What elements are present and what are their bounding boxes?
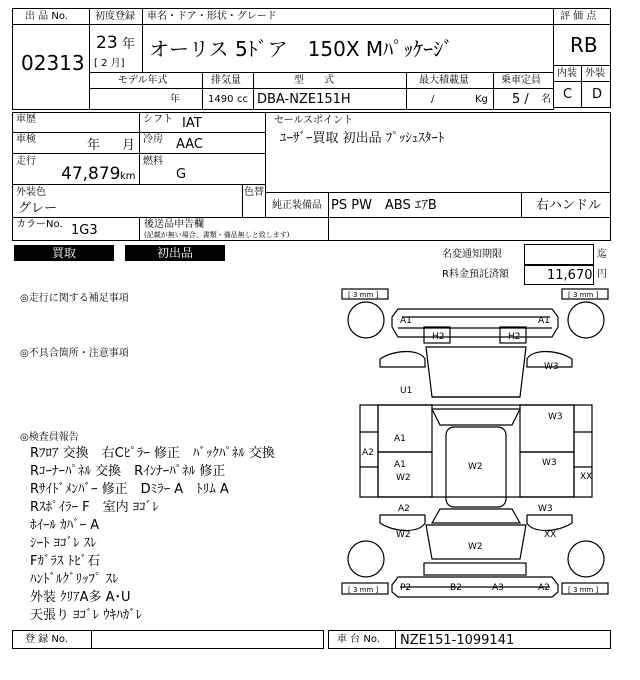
type-label: 型 式: [294, 75, 334, 86]
color-no-cell: [12, 217, 140, 241]
mileage-label: 走行: [16, 156, 36, 167]
inspector-line: Rｺｰﾅｰﾊﾟﾈﾙ 交換 Rｲﾝﾅｰﾊﾟﾈﾙ 修正: [30, 464, 226, 479]
damage-mark-b2: B2: [450, 583, 462, 593]
exterior-color-label: 外装色: [16, 187, 46, 198]
model-year-cell: [89, 88, 203, 110]
damage-mark-w2-l1: W2: [396, 473, 411, 483]
sales-point-label: セールスポイント: [274, 115, 354, 126]
model-year-label: モデル年式: [118, 75, 168, 86]
grade: RB: [570, 33, 598, 57]
ac: AAC: [176, 137, 203, 152]
mileage-unit: km: [120, 171, 136, 182]
tire-depth-tr: [ 3 mm ]: [568, 291, 599, 299]
capacity-label-cell: [493, 72, 554, 89]
lot-no-label-cell: [12, 8, 90, 25]
tire-depth-tl: [ 3 mm ]: [348, 291, 379, 299]
displacement-label-cell: [202, 72, 254, 89]
first-reg-month: [ 2 月]: [94, 58, 125, 69]
reg-no-cell: [91, 630, 324, 649]
color-no-label: カラーNo.: [16, 219, 63, 230]
deadline-unit: 迄: [597, 249, 607, 260]
lot-no-label: 出 品 No.: [25, 11, 68, 22]
history-cell: [12, 112, 140, 133]
interior-label: 内装: [557, 68, 577, 79]
exterior-cell: [581, 81, 611, 108]
inspector-label: ◎検査員報告: [20, 432, 79, 443]
deadline-label: 名変通知期限: [442, 249, 502, 260]
damage-mark-a1-hood: A1: [394, 434, 406, 444]
shift-cell: [139, 112, 266, 133]
max-load-label: 最大積載量: [419, 75, 469, 86]
damage-mark-a1-tr: A1: [538, 316, 550, 326]
damage-mark-a1-mid: A1: [394, 460, 406, 470]
damage-mark-a2-l: A2: [362, 448, 374, 458]
inspection-cell: [12, 132, 140, 154]
front-door-left: [378, 405, 432, 452]
inspector-line: Rｽﾎﾟｲﾗｰ F 室内 ﾖｺﾞﾚ: [30, 500, 159, 515]
damage-mark-h2-r: H2: [508, 332, 521, 342]
damage-mark-u1: U1: [400, 386, 413, 396]
shift: IAT: [182, 116, 202, 131]
max-load-value: /: [431, 94, 435, 105]
lot-no: 02313: [21, 51, 85, 75]
deadline-cell: [524, 244, 594, 265]
equipment-cell: [328, 192, 522, 218]
driving-notes-label: ◎走行に関する補足事項: [20, 293, 129, 304]
tire-br: [568, 541, 604, 577]
type-label-cell: [253, 72, 407, 89]
max-load-unit: Kg: [475, 94, 488, 105]
capacity-unit: 名: [541, 94, 551, 105]
damage-mark-xx-r1: XX: [580, 472, 593, 482]
inspector-line: ﾎｲｰﾙ ｶﾊﾞｰ A: [30, 518, 100, 533]
damage-mark-xx-r2: XX: [544, 530, 557, 540]
damage-diagram: [340, 287, 612, 602]
first-listing-badge: 初出品: [125, 245, 225, 261]
equipment-label-cell: [265, 192, 329, 218]
inspector-line: Fｶﾞﾗｽ ﾄﾋﾞ石: [30, 554, 101, 569]
post-doc-field: [328, 217, 611, 241]
model-title-label-cell: [142, 8, 554, 25]
damage-mark-h2-l: H2: [432, 332, 445, 342]
exterior-color: グレー: [18, 201, 58, 216]
buy-badge: 買取: [14, 245, 114, 261]
damage-mark-a3: A3: [492, 583, 504, 593]
first-reg-label: 初度登録: [95, 11, 135, 22]
capacity-cell: [493, 88, 554, 110]
color-change-cell: [242, 184, 266, 218]
rear-glass: [432, 509, 520, 523]
lot-no-cell: [12, 24, 90, 110]
color-no: 1G3: [71, 223, 98, 238]
capacity-label: 乗車定員: [501, 75, 541, 86]
recycle-label: R料金預託済額: [442, 269, 509, 280]
capacity: 5 /: [512, 92, 529, 107]
steering-cell: [521, 192, 611, 218]
damage-mark-w3-r3: W3: [538, 504, 553, 514]
interior-cell: [553, 81, 582, 108]
tire-bl: [348, 541, 384, 577]
exterior-grade: D: [592, 87, 603, 102]
chassis-cell: [395, 630, 611, 649]
max-load-cell: [406, 88, 494, 110]
ac-cell: [139, 132, 266, 154]
history-label: 車歴: [16, 114, 36, 125]
inspector-line: Rﾌﾛｱ 交換 右Cﾋﾟﾗｰ 修正 ﾊﾞｯｸﾊﾟﾈﾙ 交換: [30, 446, 276, 461]
steering: 右ハンドル: [536, 198, 602, 213]
inspector-line: ﾊﾝﾄﾞﾙｸﾞﾘｯﾌﾟ ｽﾚ: [30, 572, 119, 587]
mileage: 47,879: [61, 164, 121, 184]
displacement-label: 排気量: [211, 75, 241, 86]
inspector-line: 外装 ｸﾘｱA多 A･U: [30, 590, 131, 605]
interior-grade: C: [563, 87, 573, 102]
reg-no-label-cell: [12, 630, 92, 649]
tire-tr: [568, 302, 604, 338]
first-reg-year: 23: [96, 33, 118, 53]
grade-label: 評 価 点: [560, 11, 597, 22]
hood: [426, 347, 526, 397]
displacement-unit: cc: [237, 94, 248, 105]
ac-label: 冷房: [143, 134, 163, 145]
first-reg-year-unit: 年: [122, 37, 136, 52]
post-doc-note: (記載が無い場合、書類・備品無しと致します): [144, 231, 290, 239]
car-name-cell: [142, 24, 554, 73]
fuel: G: [176, 167, 187, 182]
exterior-label-cell: [581, 65, 611, 82]
grade-cell: [553, 24, 611, 66]
interior-label-cell: [553, 65, 582, 82]
tire-depth-bl: [ 3 mm ]: [348, 586, 379, 594]
damage-mark-p2: P2: [400, 583, 412, 593]
type-cell: [253, 88, 407, 110]
tire-tl: [348, 302, 384, 338]
inspector-line: 天張り ﾖｺﾞﾚ ｳｷﾊｶﾞﾚ: [30, 608, 143, 623]
inspector-line: Rｻｲﾄﾞﾒﾝﾊﾞｰ 修正 Dﾐﾗｰ A ﾄﾘﾑ A: [30, 482, 229, 497]
displacement: 1490: [208, 94, 234, 105]
max-load-label-cell: [406, 72, 494, 89]
chassis-label-cell: [328, 630, 396, 649]
damage-mark-w2-mid: W2: [468, 462, 483, 472]
rear-panel: [424, 563, 526, 575]
windshield: [432, 409, 520, 425]
shift-label: シフト: [143, 114, 173, 125]
equipment-label: 純正装備品: [272, 200, 322, 211]
defects-label: ◎不具合箇所・注意事項: [20, 348, 129, 359]
post-doc-label: 後送品申告欄: [144, 219, 204, 230]
front-door-right: [520, 405, 574, 452]
model-year-unit: 年: [170, 94, 180, 105]
chassis-no: NZE151-1099141: [400, 633, 515, 648]
inspection-month: 月: [122, 138, 136, 153]
damage-mark-w3-top: W3: [544, 362, 559, 372]
fuel-label: 燃料: [143, 156, 163, 167]
exterior-label: 外装: [585, 68, 605, 79]
damage-mark-a2-l2: A2: [398, 504, 410, 514]
first-reg-cell: [89, 24, 143, 73]
first-reg-label-cell: [89, 8, 143, 25]
car-name: オーリス 5ﾄﾞア 150X Mﾊﾟｯｹｰｼﾞ: [149, 37, 454, 61]
displacement-cell: [202, 88, 254, 110]
color-change-label: 色替: [244, 187, 264, 198]
model-title-label: 車名・ドア・形状・グレード: [147, 11, 277, 22]
fender-rear-right: [527, 515, 572, 531]
sales-point-cell: [265, 112, 611, 193]
damage-mark-a2-br: A2: [538, 583, 550, 593]
damage-mark-a1-tl: A1: [400, 316, 412, 326]
tire-depth-br: [ 3 mm ]: [568, 586, 599, 594]
post-doc-cell: [139, 217, 329, 241]
damage-mark-w3-r2: W3: [542, 458, 557, 468]
fender-rear-left: [380, 515, 425, 531]
reg-no-label: 登 録 No.: [25, 634, 68, 645]
inspector-line: ｼｰﾄ ﾖｺﾞﾚ ｽﾚ: [30, 536, 97, 551]
grade-label-cell: [553, 8, 611, 25]
chassis-label: 車 台 No.: [337, 634, 380, 645]
fuel-cell: [139, 153, 266, 185]
front-bumper: [392, 309, 558, 337]
recycle-cell: [524, 265, 594, 285]
mileage-cell: [12, 153, 140, 185]
recycle-unit: 円: [597, 269, 607, 280]
inspection-label: 車検: [16, 134, 36, 145]
model-year-label-cell: [89, 72, 203, 89]
damage-mark-w2-l2: W2: [396, 530, 411, 540]
model-type: DBA-NZE151H: [257, 92, 351, 107]
recycle-value: 11,670: [547, 268, 593, 283]
exterior-color-cell: [12, 184, 243, 218]
damage-mark-w2-roof: W2: [468, 542, 483, 552]
inspection-year: 年: [87, 138, 101, 153]
fender-front-left: [380, 352, 425, 368]
equipment: PS PW ABS ｴｱB: [331, 198, 437, 213]
damage-mark-w3-r1: W3: [548, 412, 563, 422]
sales-point: ﾕｰｻﾞｰ買取 初出品 ﾌﾟｯｼｭｽﾀｰﾄ: [280, 131, 445, 146]
